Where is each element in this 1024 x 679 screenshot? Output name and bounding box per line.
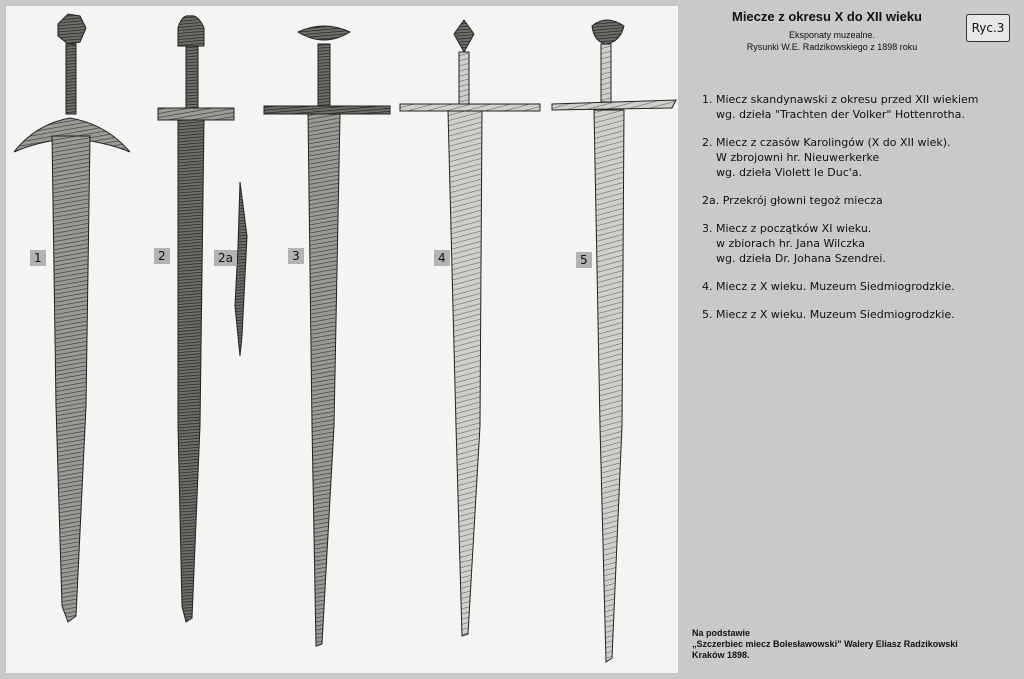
figure-label-3: 3 [288,248,304,264]
legend-line: 2. Miecz z czasów Karolingów (X do XII wiek). [702,136,951,149]
illustration-plate [6,6,678,673]
legend-item-3 [702,221,1022,266]
subtitle-exhibits: Eksponaty muzealne. [788,30,876,40]
page-title: Miecze z okresu X do XII wieku [731,9,922,24]
subtitle-drawings: Rysunki W.E. Radzikowskiego z 1898 roku [746,42,918,52]
legend-line: 5. Miecz z X wieku. Muzeum Siedmiogrodzkie. [702,308,955,321]
legend-line: wg. dzieła "Trachten der Volker" Hottenrotha. [716,108,965,121]
legend-line: 2a. Przekrój głowni tegoż miecza [702,194,883,207]
figure-label-2: 2 [154,248,170,264]
footer-line: „Szczerbiec miecz Bolesławowski” Walery Eliasz Radzikowski [692,639,958,649]
sword-1 [14,14,130,622]
legend-line: 3. Miecz z początków XI wieku. [702,222,872,235]
footer-line: Na podstawie [692,628,751,638]
sword-2 [158,16,234,622]
legend-line: W zbrojowni hr. Nieuwerkerke [716,151,880,164]
figure-label-2a: 2a [214,250,237,266]
legend-line: wg. dzieła Dr. Johana Szendrei. [716,252,886,265]
figure-label-1: 1 [30,250,46,266]
sword-5 [552,20,676,662]
legend-item-4 [702,279,1022,294]
legend-item-5 [702,307,1022,322]
footer-line: Kraków 1898. [692,650,750,660]
legend-item-2a [702,193,1022,208]
figure-label-4: 4 [434,250,450,266]
legend-line: wg. dzieła Violett le Duc'a. [716,166,863,179]
figure-label-5: 5 [576,252,592,268]
swords-drawing [6,6,678,673]
blade-cross-section-2a [235,182,247,356]
legend [702,92,1022,335]
legend-line: 1. Miecz skandynawski z okresu przed XII wiekiem [702,93,979,106]
legend-item-1 [702,92,1022,122]
sword-3 [264,26,390,646]
caption-panel [682,0,1024,679]
legend-item-2 [702,135,1022,180]
legend-line: 4. Miecz z X wieku. Muzeum Siedmiogrodzkie. [702,280,955,293]
source-footer [692,628,1022,661]
sword-4 [400,20,540,636]
figure-number-badge: Ryc.3 [966,14,1010,42]
legend-line: w zbiorach hr. Jana Wilczka [716,237,865,250]
